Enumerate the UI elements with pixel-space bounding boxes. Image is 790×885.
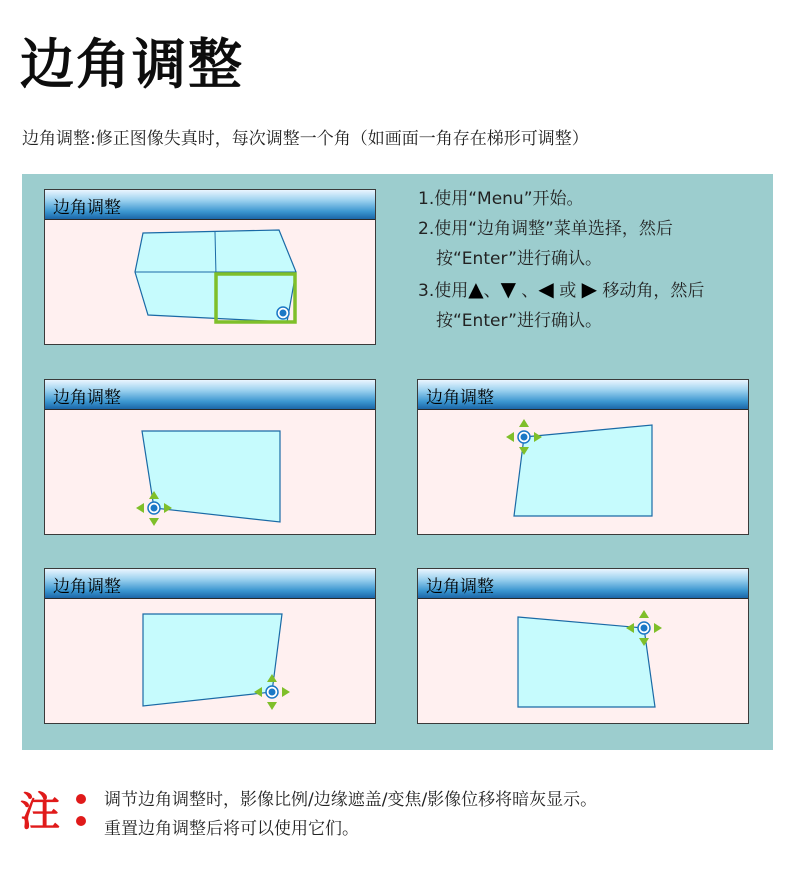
top-right-adjust-diagram <box>418 599 749 724</box>
right-arrow-icon: ▶ <box>581 277 598 301</box>
panel-bottom-left-corner <box>44 379 376 535</box>
corner-handle-icon <box>638 622 650 634</box>
separator: 、 <box>483 281 501 301</box>
separator: 、 <box>521 281 539 301</box>
bottom-left-adjust-diagram <box>45 410 376 535</box>
corner-handle-icon <box>148 502 160 514</box>
projected-image-shape <box>142 431 280 522</box>
bullet-dot-icon <box>76 816 86 826</box>
note-line-1: 调节边角调整时，影像比例/边缘遮盖/变焦/影像位移将暗灰显示。 <box>104 790 598 810</box>
panel-header: 边角调整 <box>418 380 748 410</box>
page-subtitle: 边角调整:修正图像失真时，每次调整一个角（如画面一角存在梯形可调整） <box>22 129 589 149</box>
panel-header: 边角调整 <box>45 569 375 599</box>
corner-handle-icon <box>518 431 530 443</box>
left-arrow-icon: ◀ <box>538 277 554 301</box>
top-left-adjust-diagram <box>418 410 749 535</box>
instruction-steps <box>418 184 768 336</box>
step-2: 2.使用“边角调整”菜单选择，然后 <box>418 219 673 239</box>
step-2-cont: 按“Enter”进行确认。 <box>436 249 602 269</box>
note-mark: 注 <box>20 789 60 835</box>
panel-header: 边角调整 <box>45 190 375 220</box>
panel-header: 边角调整 <box>45 380 375 410</box>
projected-image-shape <box>518 617 655 707</box>
step-3-prefix: 3.使用 <box>418 281 469 301</box>
panel-header: 边角调整 <box>418 569 748 599</box>
keystone-overview-diagram <box>45 220 376 345</box>
step-3-suffix: 移动角，然后 <box>602 281 705 301</box>
corner-handle-icon <box>277 307 289 319</box>
panel-top-left-corner <box>417 379 749 535</box>
panel-bottom-right-corner <box>44 568 376 724</box>
or-text: 或 <box>559 281 577 301</box>
step-3 <box>418 274 768 306</box>
bullet-dot-icon <box>76 794 86 804</box>
bottom-right-adjust-diagram <box>45 599 376 724</box>
step-3-cont: 按“Enter”进行确认。 <box>436 311 602 331</box>
corner-handle-icon <box>266 686 278 698</box>
panel-top-right-corner <box>417 568 749 724</box>
down-arrow-icon: ▼ <box>500 277 517 301</box>
step-1: 1.使用“Menu”开始。 <box>418 189 584 209</box>
note-line-2: 重置边角调整后将可以使用它们。 <box>104 819 359 839</box>
panel-overview <box>44 189 376 345</box>
up-arrow-icon: ▲ <box>468 277 484 301</box>
page-title: 边角调整 <box>20 33 244 96</box>
